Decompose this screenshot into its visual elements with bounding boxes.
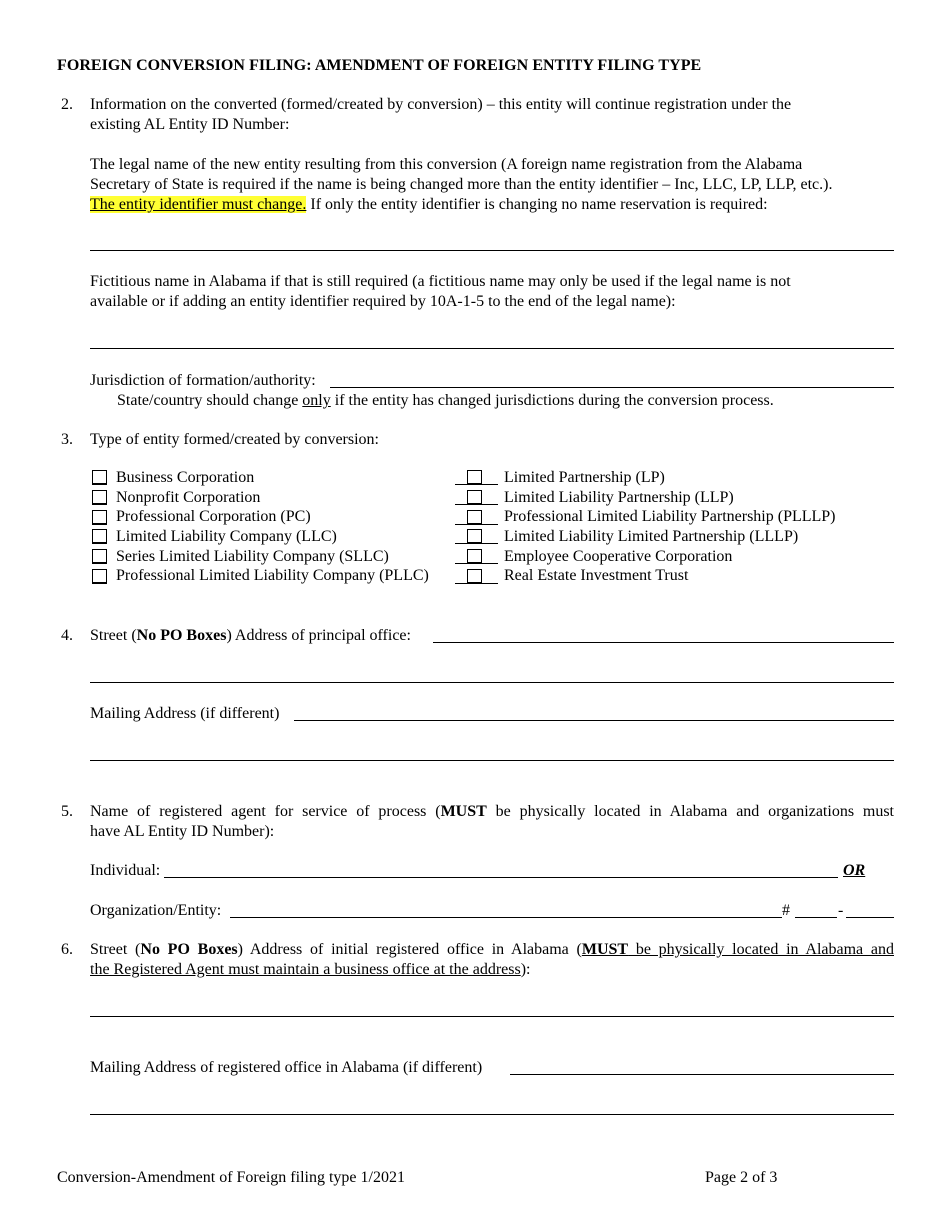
no-po-boxes-bold: No PO Boxes	[136, 627, 227, 644]
label-part: ) Address of principal office:	[226, 627, 411, 644]
fictitious-name-instructions	[90, 272, 900, 312]
text-part: Name of registered agent for service of process (	[90, 803, 441, 820]
checkbox[interactable]	[92, 569, 107, 584]
registered-agent-line2: have AL Entity ID Number):	[90, 823, 275, 840]
business-office-underlined: the Registered Agent must maintain a business office at the address	[90, 961, 521, 978]
checkbox[interactable]	[92, 549, 107, 564]
checkbox[interactable]	[467, 549, 482, 564]
option-label: Employee Cooperative Corporation	[504, 547, 733, 565]
option-label: Limited Liability Company (LLC)	[116, 528, 337, 546]
option-label: Professional Corporation (PC)	[116, 508, 311, 526]
entity-option-reit[interactable]	[455, 566, 836, 586]
legal-name-line3	[90, 195, 900, 215]
section-number: 5.	[61, 803, 73, 820]
option-label: Professional Limited Liability Partnership (PLLLP)	[504, 508, 836, 526]
must-underlined	[582, 941, 894, 958]
jurisdiction-label: Jurisdiction of formation/authority:	[90, 372, 316, 389]
entity-option-nonprofit-corporation[interactable]	[90, 488, 429, 508]
fill-line	[482, 529, 498, 544]
option-label: Series Limited Liability Company (SLLC)	[116, 547, 389, 565]
entity-id-dash: -	[838, 902, 844, 919]
individual-label: Individual:	[90, 862, 161, 879]
fill-line	[455, 470, 467, 485]
organization-agent-field[interactable]	[230, 917, 782, 918]
jurisdiction-note-post: if the entity has changed jurisdictions during the conversion process.	[330, 392, 774, 409]
option-label: Limited Liability Partnership (LLP)	[504, 488, 734, 506]
mailing-address-field-line2[interactable]	[90, 760, 894, 761]
identifier-must-change-highlight: The entity identifier must change.	[90, 196, 307, 213]
checkbox[interactable]	[92, 529, 107, 544]
must-bold: MUST	[581, 941, 629, 958]
entity-id-part1-field[interactable]	[795, 917, 837, 918]
checkbox[interactable]	[467, 490, 482, 505]
registered-office-mailing-label: Mailing Address of registered office in Alabama (if different)	[90, 1059, 483, 1076]
text-part: be physically located in Alabama and organizations must	[486, 803, 894, 820]
entity-option-lllp[interactable]	[455, 527, 836, 547]
option-label: Limited Partnership (LP)	[504, 469, 665, 486]
mailing-address-field[interactable]	[294, 720, 894, 721]
fictitious-line2: available or if adding an entity identifier required by 10A-1-5 to the end of the legal name):	[90, 293, 676, 310]
footer-page-number: Page 2 of 3	[705, 1169, 778, 1186]
entity-type-right-column	[455, 468, 836, 586]
fill-line	[455, 569, 467, 584]
principal-office-field[interactable]	[433, 642, 894, 643]
individual-agent-field[interactable]	[164, 877, 838, 878]
registered-agent-line1	[90, 802, 894, 822]
registered-office-line1	[90, 940, 894, 960]
checkbox[interactable]	[467, 470, 482, 485]
footer-form-id: Conversion-Amendment of Foreign filing type 1/2021	[57, 1169, 405, 1186]
checkbox[interactable]	[92, 490, 107, 505]
checkbox[interactable]	[467, 510, 482, 525]
fill-line	[482, 490, 498, 505]
legal-name-rest: If only the entity identifier is changing no name reservation is required:	[306, 196, 768, 213]
section2-intro-line1: Information on the converted (formed/created by conversion) – this entity will continue registration under the	[90, 96, 792, 113]
checkbox[interactable]	[92, 470, 107, 485]
fictitious-line1: Fictitious name in Alabama if that is still required (a fictitious name may only be used if the legal name is not	[90, 273, 791, 290]
no-po-boxes-bold: No PO Boxes	[140, 941, 238, 958]
organization-label: Organization/Entity:	[90, 902, 222, 919]
entity-type-label: Type of entity formed/created by conversion:	[90, 431, 379, 448]
entity-option-llp[interactable]	[455, 488, 836, 508]
text-part: be physically located in Alabama and	[628, 941, 894, 958]
entity-option-business-corporation[interactable]	[90, 468, 429, 488]
jurisdiction-note	[117, 391, 774, 411]
entity-id-part2-field[interactable]	[846, 917, 894, 918]
principal-office-label	[90, 626, 411, 646]
option-label: Nonprofit Corporation	[116, 488, 261, 506]
must-bold: MUST	[440, 803, 487, 820]
entity-option-llc[interactable]	[90, 527, 429, 547]
option-label: Limited Liability Limited Partnership (LLLP)	[504, 528, 799, 546]
fill-line	[455, 490, 467, 505]
or-label: OR	[843, 862, 866, 879]
text-part: Street (	[90, 941, 141, 958]
registered-office-instructions	[90, 940, 894, 980]
jurisdiction-note-only: only	[302, 392, 331, 409]
section-number: 4.	[61, 627, 73, 644]
entity-option-employee-cooperative[interactable]	[455, 547, 836, 567]
entity-option-lp[interactable]	[455, 468, 836, 488]
section-number: 2.	[61, 96, 73, 113]
jurisdiction-note-pre: State/country should change	[117, 392, 303, 409]
checkbox[interactable]	[467, 529, 482, 544]
registered-office-field[interactable]	[90, 1016, 894, 1017]
entity-option-professional-corporation[interactable]	[90, 507, 429, 527]
fictitious-name-field[interactable]	[90, 348, 894, 349]
option-label: Professional Limited Liability Company (PLLC)	[116, 567, 429, 585]
page-title: FOREIGN CONVERSION FILING: AMENDMENT OF FOREIGN ENTITY FILING TYPE	[57, 57, 702, 74]
label-part: Street (	[90, 627, 137, 644]
text-part: ):	[520, 961, 531, 978]
fill-line	[482, 569, 498, 584]
entity-type-left-column	[90, 468, 429, 586]
entity-option-sllc[interactable]	[90, 547, 429, 567]
section-number: 3.	[61, 431, 73, 448]
fill-line	[482, 549, 498, 564]
jurisdiction-field[interactable]	[330, 387, 894, 388]
entity-option-plllp[interactable]	[455, 507, 836, 527]
fill-line	[482, 470, 498, 485]
principal-office-field-line2[interactable]	[90, 682, 894, 683]
entity-id-hash: #	[782, 902, 790, 919]
legal-name-instructions	[90, 155, 900, 215]
registered-office-line2	[90, 960, 894, 980]
section2-intro-line2: existing AL Entity ID Number:	[90, 116, 290, 133]
mailing-address-label: Mailing Address (if different)	[90, 705, 280, 722]
fill-line	[482, 510, 498, 525]
registered-office-mailing-field[interactable]	[510, 1074, 894, 1075]
text-part: ) Address of initial registered office in Alabama (	[237, 941, 582, 958]
option-label: Business Corporation	[116, 469, 255, 486]
legal-name-line1: The legal name of the new entity resulting from this conversion (A foreign name registration from the Alabama	[90, 156, 803, 173]
legal-name-line2: Secretary of State is required if the name is being changed more than the entity identifier – Inc, LLC, LP, LLP, etc.).	[90, 176, 833, 193]
entity-option-pllc[interactable]	[90, 566, 429, 586]
section2-intro	[90, 95, 900, 135]
section-number: 6.	[61, 941, 73, 958]
checkbox[interactable]	[92, 510, 107, 525]
option-label: Real Estate Investment Trust	[504, 567, 689, 585]
checkbox[interactable]	[467, 569, 482, 584]
fill-line	[455, 549, 467, 564]
fill-line	[455, 510, 467, 525]
registered-agent-instructions	[90, 802, 894, 842]
legal-name-field[interactable]	[90, 250, 894, 251]
registered-office-mailing-field-line2[interactable]	[90, 1114, 894, 1115]
fill-line	[455, 529, 467, 544]
